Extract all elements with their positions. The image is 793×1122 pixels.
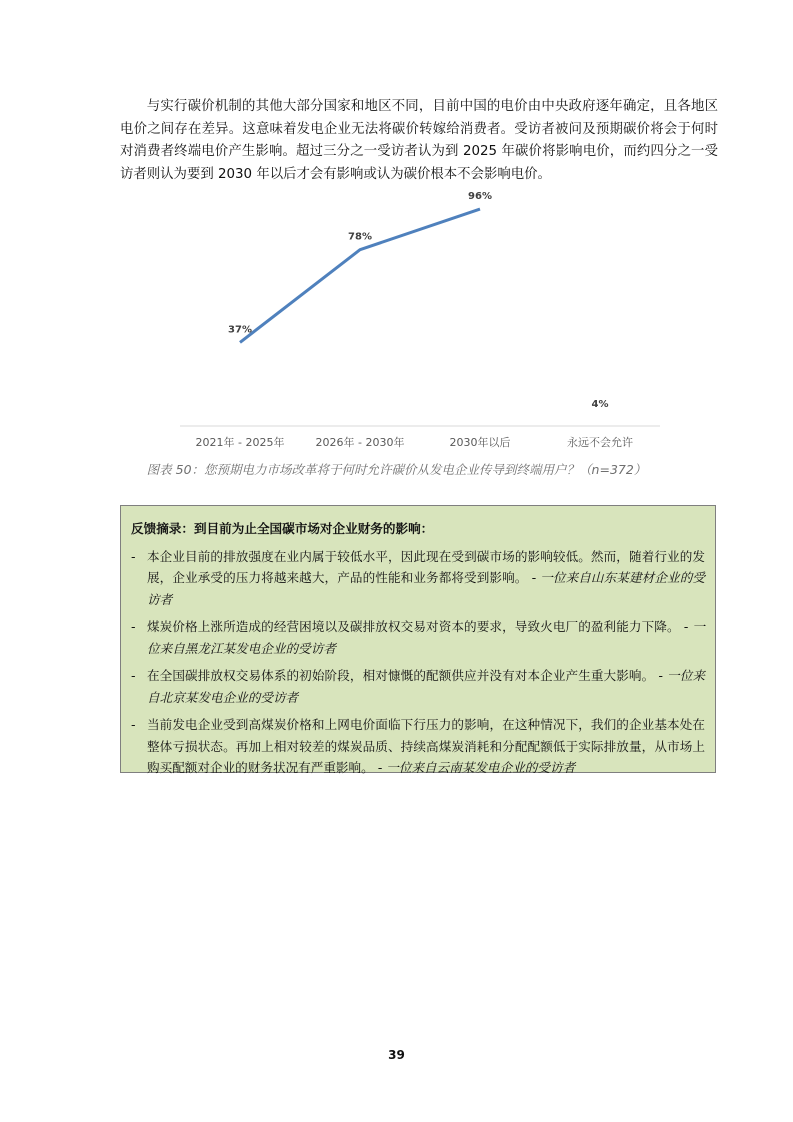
- quote-source: - 一位来自黑龙江某发电企业的受访者: [147, 619, 705, 656]
- quote-text: 煤炭价格上涨所造成的经营困境以及碳排放权交易对资本的要求，导致火电厂的盈利能力下降。: [147, 619, 680, 634]
- intro-paragraph: 与实行碳价机制的其他大部分国家和地区不同，目前中国的电价由中央政府逐年确定，且各地区电价之间存在差异。这意味着发电企业无法将碳价转嫁给消费者。受访者被问及预期碳价将会于何时对消费者终端电价产生影响。超过三分之一受访者认为到 2025 年碳价将影响电价，而约四分之一受访者则认为要到 2030 年以后才会有影响或认为碳价根本不会影响电价。: [120, 99, 718, 182]
- quote-source: - 一位来自云南某发电企业的受访者: [377, 760, 576, 775]
- x-tick-label: 2030年以后: [449, 436, 511, 449]
- quote-text: 在全国碳排放权交易体系的初始阶段，相对慷慨的配额供应并没有对本企业产生重大影响。: [147, 668, 655, 683]
- x-tick-label: 2026年 - 2030年: [315, 436, 405, 449]
- quote-text: 当前发电企业受到高煤炭价格和上网电价面临下行压力的影响，在这种情况下，我们的企业基本处在整体亏损状态。再加上相对较差的煤炭品质、持续高煤炭消耗和分配配额低于实际排放量，从市场上购买配额对企业的财务状况有严重影响。: [147, 717, 705, 775]
- line-chart: [160, 176, 680, 454]
- feedback-title: 反馈摘录：到目前为止全国碳市场对企业财务的影响：: [131, 521, 434, 536]
- quote-item: [131, 546, 705, 611]
- data-label: 4%: [591, 398, 609, 410]
- page-number: 39: [388, 1048, 405, 1062]
- figure-caption: 图表 50：您预期电力市场改革将于何时允许碳价从发电企业传导到终端用户？（n=372）: [146, 462, 647, 477]
- x-tick-label: 永远不会允许: [567, 436, 633, 449]
- quote-item: [131, 616, 705, 659]
- quote-source: - 一位来自北京某发电企业的受访者: [147, 668, 705, 705]
- x-tick-label: 2021年 - 2025年: [195, 436, 285, 449]
- bullet-dash: -: [131, 717, 136, 732]
- quote-text: 本企业目前的排放强度在业内属于较低水平，因此现在受到碳市场的影响较低。然而，随着行业的发展，企业承受的压力将越来越大，产品的性能和业务都将受到影响。: [147, 548, 705, 585]
- quote-source: - 一位来自山东某建材企业的受访者: [147, 570, 705, 607]
- quote-list: [131, 546, 705, 779]
- series-line: [240, 209, 480, 342]
- bullet-dash: -: [131, 548, 136, 564]
- data-label: 37%: [228, 324, 252, 336]
- quote-item: [131, 665, 705, 708]
- data-label: 96%: [468, 191, 492, 203]
- data-label: 78%: [348, 231, 372, 243]
- quote-item: [131, 714, 705, 779]
- bullet-dash: -: [131, 668, 136, 683]
- bullet-dash: -: [131, 619, 136, 634]
- line-chart-svg: [160, 176, 680, 454]
- feedback-box: [120, 505, 716, 773]
